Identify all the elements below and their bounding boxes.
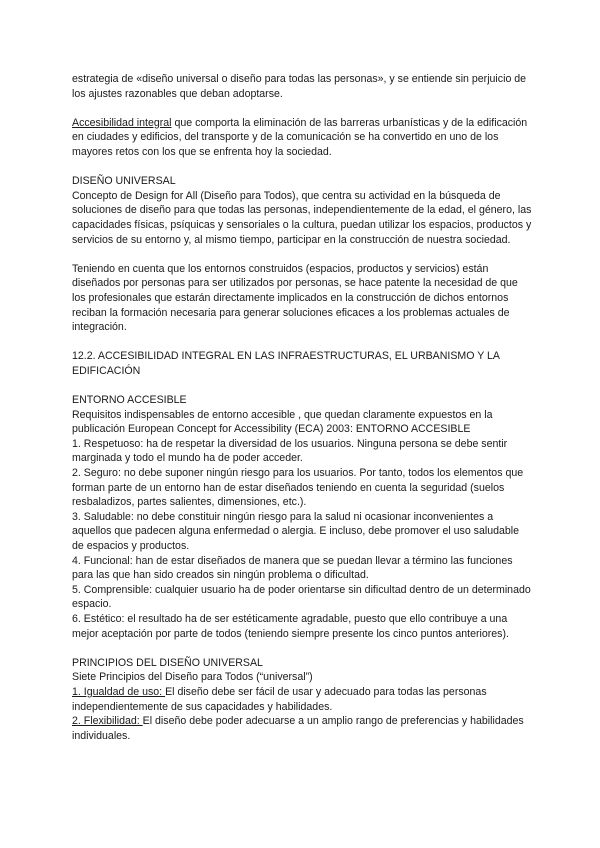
accesibilidad-integral-paragraph xyxy=(72,116,532,160)
principio-igualdad-de-uso xyxy=(72,685,532,714)
principios-heading: PRINCIPIOS DEL DISEÑO UNIVERSAL xyxy=(72,656,263,669)
entorno-accesible-intro: Requisitos indispensables de entorno accesible , que quedan claramente expuestos en la publicación European Concept for Accessibility (ECA) 2003: ENTORNO ACCESIBLE xyxy=(72,408,493,436)
spacer xyxy=(72,378,532,393)
diseno-universal-definition: Concepto de Design for All (Diseño para Todos), que centra su actividad en la búsqueda de soluciones de diseño para que todas las personas, independientemente de la edad, el género, las capacidades físicas, psíquicas y sensoriales o la cultura, puedan utilizar los espacios, productos y servicios de su entorno y, al mismo tiempo, participar en la construcción de nuestra sociedad. xyxy=(72,189,532,246)
entorno-accesible-heading: ENTORNO ACCESIBLE xyxy=(72,394,187,407)
spacer xyxy=(72,160,532,175)
entorno-item-seguro: 2. Seguro: no debe suponer ningún riesgo para los usuarios. Por tanto, todos los elementos que forman parte de un entorno han de estar diseñados teniendo en cuenta la seguridad (suelos resbaladizos, partes salientes, dimensiones, etc.). xyxy=(72,467,524,509)
spacer xyxy=(72,335,532,350)
entorno-item-estetico: 6. Estético: el resultado ha de ser estéticamente agradable, puesto que ello contribuye a una mejor aceptación por parte de todos (teniendo siempre presente los cinco puntos anteriores). xyxy=(72,612,509,640)
intro-continuation-paragraph: estrategia de «diseño universal o diseño para todas las personas», y se entiende sin perjuicio de los ajustes razonables que deban adoptarse. xyxy=(72,73,527,100)
principio-label: 2. Flexibilidad: xyxy=(72,715,143,728)
diseno-universal-heading: DISEÑO UNIVERSAL xyxy=(72,175,176,188)
accesibilidad-integral-text: que comporta la eliminación de las barreras urbanísticas y de la edificación en ciudades y edificios, del transporte y de la comunicación se ha convertido en uno de los mayores retos con los que se enfrenta hoy la sociedad. xyxy=(72,116,528,158)
principio-flexibilidad xyxy=(72,714,532,743)
principio-text: El diseño debe poder adecuarse a un amplio rango de preferencias y habilidades individuales. xyxy=(72,715,524,742)
principios-subheading: Siete Principios del Diseño para Todos (“universal”) xyxy=(72,671,313,684)
entorno-item-respetuoso: 1. Respetuoso: ha de respetar la diversidad de los usuarios. Ninguna persona se debe sentir marginada y todo el mundo ha de poder acceder. xyxy=(72,437,508,465)
entorno-item-saludable: 3. Saludable: no debe constituir ningún riesgo para la salud ni ocasionar inconvenientes a aquellos que padecen alguna enfermedad o alergia. E incluso, debe promover el uso saludable de espacios y productos. xyxy=(72,510,520,552)
section-12-2-heading: 12.2. ACCESIBILIDAD INTEGRAL EN LAS INFRAESTRUCTURAS, EL URBANISMO Y LA EDIFICACIÓN xyxy=(72,350,500,377)
entorno-item-comprensible: 5. Comprensible: cualquier usuario ha de poder orientarse sin dificultad dentro de un determinado espacio. xyxy=(72,583,531,611)
spacer xyxy=(72,101,532,116)
accesibilidad-integral-term: Accesibilidad integral xyxy=(72,116,172,129)
document-page xyxy=(72,72,532,743)
spacer xyxy=(72,247,532,262)
spacer xyxy=(72,641,532,656)
entorno-item-funcional: 4. Funcional: han de estar diseñados de manera que se puedan llevar a término las funciones para las que han sido creados sin ningún problema o dificultad. xyxy=(72,554,513,582)
principio-label: 1. Igualdad de uso: xyxy=(72,685,166,698)
diseno-universal-paragraph: Teniendo en cuenta que los entornos construidos (espacios, productos y servicios) están diseñados por personas para ser utilizados por personas, se hace patente la necesidad de que los profesionales que estarán directamente implicados en la construcción de dichos entornos reciban la formación necesaria para generar soluciones eficaces a los problemas actuales de integración. xyxy=(72,262,518,334)
principio-text: El diseño debe ser fácil de usar y adecuado para todas las personas independientemente de sus capacidades y habilidades. xyxy=(72,685,487,713)
